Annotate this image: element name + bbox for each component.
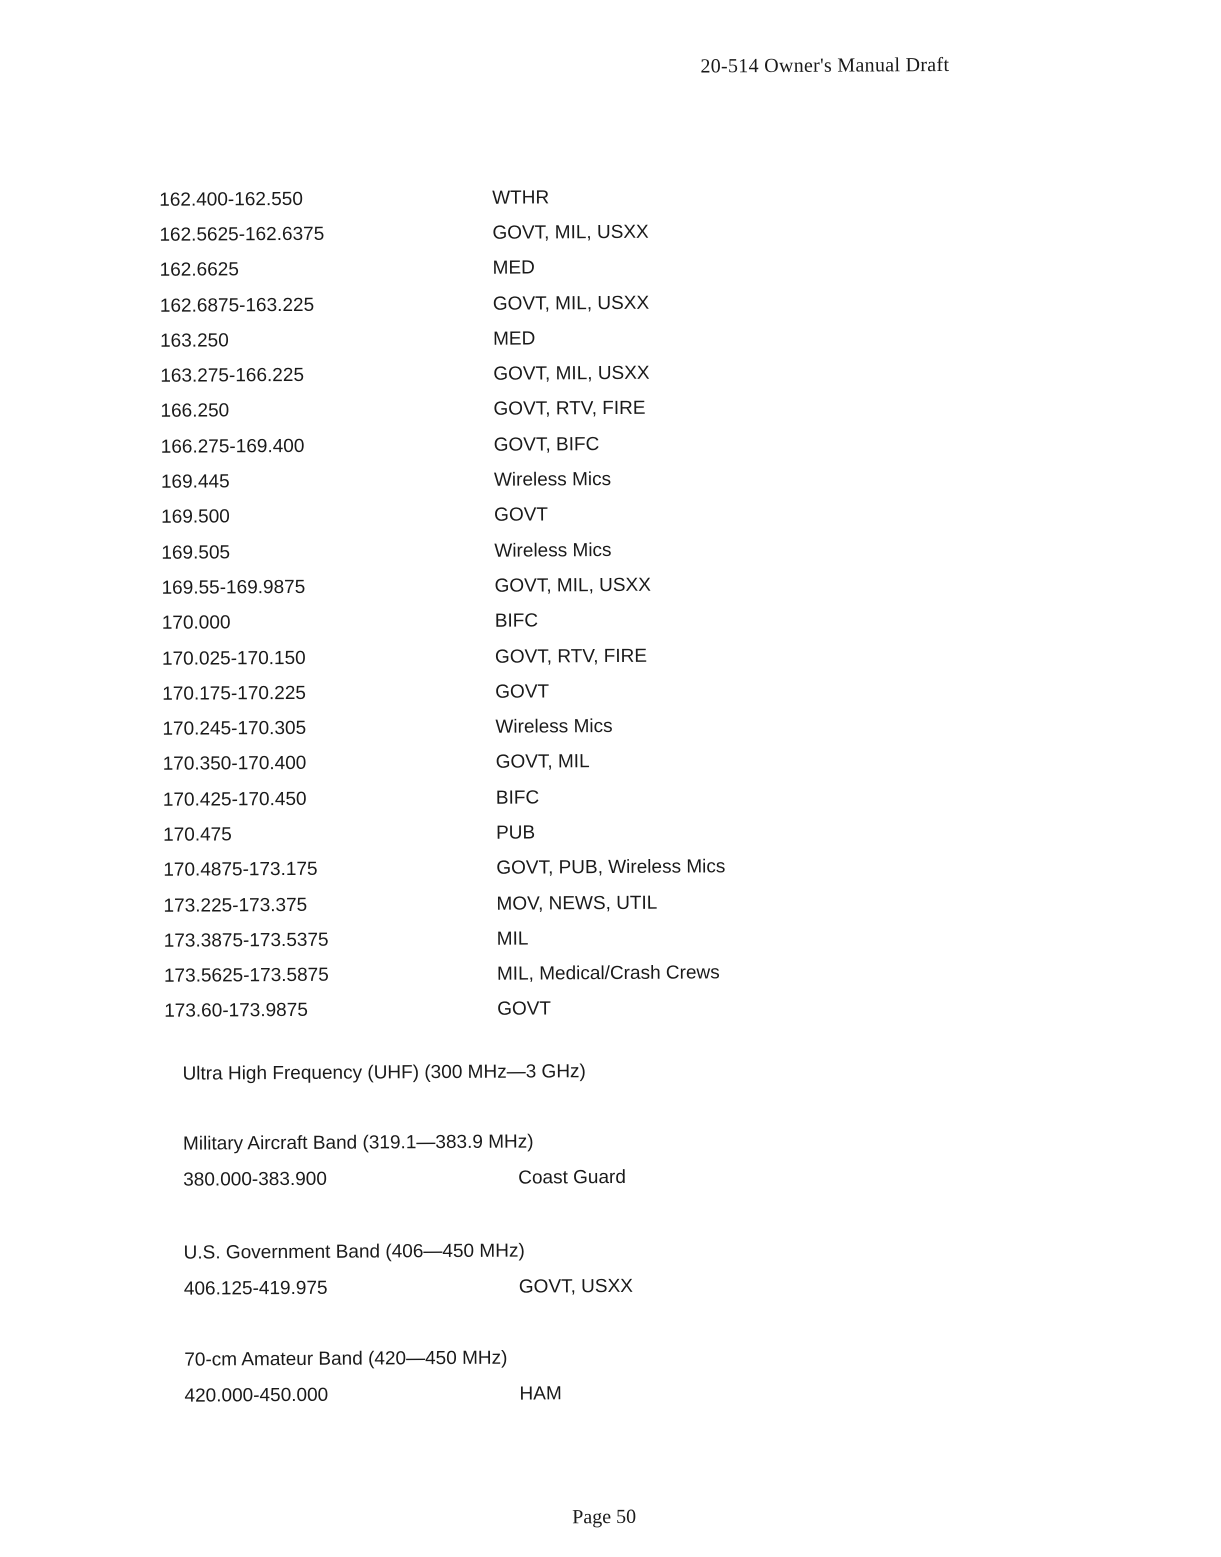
frequency-use: Wireless Mics [494, 539, 612, 562]
frequency-use: HAM [519, 1383, 562, 1405]
table-row [164, 955, 804, 994]
table-row [160, 249, 800, 288]
frequency-use: BIFC [494, 610, 539, 632]
table-row [164, 920, 804, 959]
table-row [160, 391, 800, 430]
frequency-use: GOVT, MIL, USXX [493, 362, 650, 385]
frequency-range: 166.275-169.400 [160, 435, 305, 458]
frequency-range: 169.445 [160, 471, 230, 493]
frequency-range: 170.350-170.400 [162, 753, 307, 776]
table-row [161, 567, 801, 606]
frequency-use: GOVT, RTV, FIRE [493, 398, 646, 421]
amateur-70cm-section [184, 1339, 824, 1415]
table-row [163, 814, 803, 853]
frequency-range: 173.225-173.375 [163, 894, 308, 917]
frequency-table [159, 179, 804, 1030]
amateur-70cm-heading: 70-cm Amateur Band (420—450 MHz) [184, 1347, 508, 1371]
uhf-section [182, 1053, 822, 1093]
frequency-use: GOVT, BIFC [493, 433, 600, 456]
frequency-use: GOVT, MIL, USXX [492, 292, 650, 315]
frequency-range: 173.3875-173.5375 [163, 929, 329, 952]
table-row [164, 991, 804, 1030]
table-row [162, 602, 802, 641]
table-row [161, 461, 801, 500]
table-row [160, 355, 800, 394]
table-row [162, 638, 802, 677]
frequency-range: 173.5625-173.5875 [163, 964, 329, 987]
military-aircraft-section [183, 1123, 823, 1199]
frequency-range: 162.6625 [159, 259, 239, 281]
frequency-range: 170.000 [161, 612, 231, 634]
table-row [160, 285, 800, 324]
frequency-use: MED [492, 257, 535, 279]
frequency-use: MED [493, 328, 536, 350]
frequency-range: 170.175-170.225 [162, 682, 306, 705]
frequency-use: MIL, Medical/Crash Crews [496, 962, 720, 985]
us-government-heading: U.S. Government Band (406—450 MHz) [183, 1240, 525, 1264]
frequency-use: GOVT, MIL [495, 751, 590, 774]
frequency-use: GOVT, RTV, FIRE [494, 645, 648, 668]
frequency-range: 170.245-170.305 [162, 717, 307, 740]
frequency-use: MIL [496, 928, 529, 950]
military-aircraft-heading: Military Aircraft Band (319.1—383.9 MHz) [182, 1131, 534, 1155]
frequency-range: 166.250 [160, 400, 230, 423]
frequency-row [184, 1268, 824, 1308]
frequency-range: 406.125-419.975 [183, 1277, 328, 1300]
table-row [163, 849, 803, 888]
page-header: 20-514 Owner's Manual Draft [700, 53, 950, 78]
frequency-range: 170.4875-173.175 [163, 859, 318, 882]
frequency-range: 173.60-173.9875 [164, 1000, 308, 1023]
frequency-use: PUB [496, 822, 536, 844]
frequency-range: 380.000-383.900 [183, 1168, 327, 1191]
frequency-use: Wireless Mics [495, 716, 613, 738]
frequency-range: 163.275-166.225 [160, 365, 305, 387]
frequency-use: MOV, NEWS, UTIL [496, 892, 658, 915]
uhf-heading: Ultra High Frequency (UHF) (300 MHz—3 GHz) [182, 1061, 586, 1085]
frequency-range: 162.5625-162.6375 [159, 223, 325, 246]
frequency-row [184, 1375, 824, 1415]
frequency-range: 170.475 [163, 824, 232, 846]
page-number: Page 50 [572, 1505, 637, 1529]
frequency-range: 169.500 [161, 506, 230, 529]
table-row [163, 744, 803, 783]
table-row [161, 497, 801, 536]
table-row [159, 179, 799, 218]
frequency-row [183, 1159, 823, 1199]
frequency-use: WTHR [492, 187, 550, 209]
frequency-use: GOVT [497, 998, 552, 1021]
table-row [160, 320, 800, 359]
frequency-use: BIFC [495, 787, 540, 809]
table-row [163, 885, 803, 924]
frequency-range: 169.505 [161, 541, 231, 564]
table-row [162, 708, 802, 747]
frequency-range: 169.55-169.9875 [161, 576, 306, 599]
frequency-range: 420.000-450.000 [184, 1384, 329, 1407]
frequency-use: Wireless Mics [493, 469, 612, 491]
frequency-use: GOVT [494, 504, 549, 527]
us-government-section [184, 1232, 824, 1308]
frequency-range: 170.025-170.150 [161, 647, 306, 670]
frequency-use: GOVT, MIL, USXX [492, 221, 649, 244]
frequency-use: GOVT, USXX [518, 1275, 633, 1298]
table-row [161, 532, 801, 571]
table-row [161, 426, 801, 465]
frequency-use: Coast Guard [518, 1166, 626, 1189]
table-row [162, 673, 802, 712]
frequency-use: GOVT, PUB, Wireless Mics [496, 856, 726, 879]
table-row [163, 779, 803, 818]
frequency-use: GOVT, MIL, USXX [494, 574, 651, 597]
table-row [159, 214, 799, 253]
frequency-range: 163.250 [160, 330, 229, 352]
frequency-use: GOVT [495, 681, 550, 703]
frequency-range: 162.400-162.550 [159, 188, 303, 211]
frequency-range: 170.425-170.450 [162, 788, 307, 811]
frequency-range: 162.6875-163.225 [159, 294, 315, 317]
